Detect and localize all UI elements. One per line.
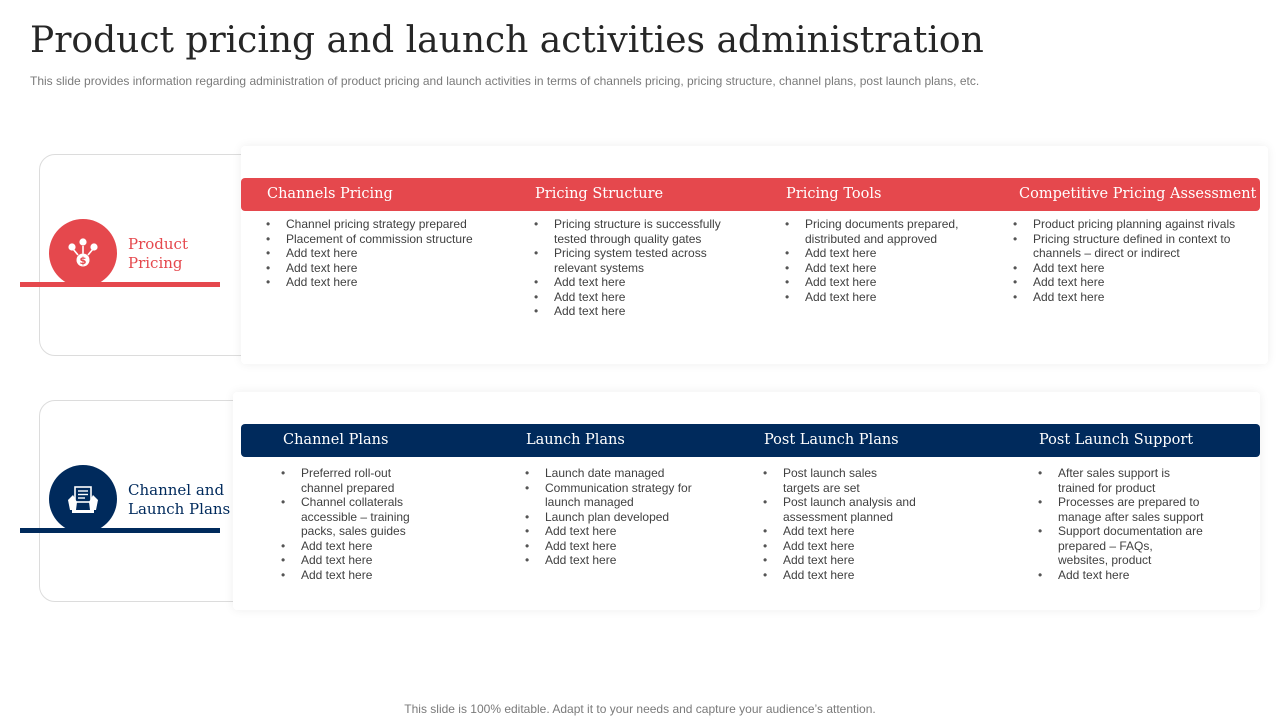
bullet-line: • Product pricing planning against rivals [1033, 217, 1236, 231]
bullet-line: tested through quality gates [554, 231, 702, 246]
bullet-item [266, 246, 516, 261]
bullet-item [525, 553, 745, 568]
bullet-item [281, 495, 481, 539]
bullet-line: • Add text here [286, 246, 358, 260]
bullet-item [1013, 275, 1258, 290]
bullet-item [266, 232, 516, 247]
bullet-item [785, 246, 1005, 261]
bullet-item [1013, 232, 1258, 261]
section-icon-circle-launch [49, 465, 117, 533]
bullet-item [785, 217, 1005, 246]
section-label-line: Product [128, 235, 188, 253]
bullet-list [266, 217, 516, 290]
bullet-item [1013, 217, 1258, 232]
bullet-item [1013, 261, 1258, 276]
bullet-line: packs, sales guides [301, 524, 406, 538]
column-heading: Pricing Tools [786, 186, 882, 202]
bullet-list [763, 466, 983, 582]
section-underline-launch [20, 528, 220, 533]
bullet-item [534, 275, 774, 290]
bullet-line: • Add text here [301, 553, 373, 567]
bullet-item [1013, 290, 1258, 305]
bullet-line: • Add text here [1033, 260, 1105, 275]
bullet-item [1038, 495, 1258, 524]
bullet-line: • Channel collaterals [301, 495, 404, 509]
bullet-line: • Launch date managed [545, 466, 665, 480]
page-subtitle: This slide provides information regarding administration of product pricing and launch activities in terms of channels pricing, pricing structure, channel plans, post launch plans, etc. [30, 74, 980, 88]
column-heading: Launch Plans [526, 432, 625, 448]
bullet-item [763, 524, 983, 539]
section-underline-pricing [20, 282, 220, 287]
bullet-item [534, 217, 774, 246]
bullet-line: • Add text here [783, 524, 855, 538]
bullet-item [1038, 524, 1258, 568]
bullet-line: • Channel pricing strategy prepared [286, 217, 467, 231]
bullet-item [1038, 466, 1258, 495]
bullet-line: • Pricing structure is successfully [554, 217, 721, 231]
column-heading: Channels Pricing [267, 186, 393, 202]
bullet-line: • After sales support is [1058, 466, 1171, 480]
bullet-line: • Processes are prepared to [1058, 495, 1200, 509]
bullet-line: • Support documentation are [1058, 524, 1203, 538]
bullet-item [525, 510, 745, 525]
launch-plans-icon [64, 480, 102, 518]
bullet-line: • Add text here [554, 289, 626, 304]
section-icon-circle-pricing [49, 219, 117, 287]
bullet-item [785, 275, 1005, 290]
section-label-pricing [128, 235, 188, 273]
bullet-item [525, 539, 745, 554]
bullet-list [785, 217, 1005, 304]
bullet-line: channels – direct or indirect [1033, 246, 1180, 260]
bullet-line: • Add text here [554, 275, 626, 289]
bullet-line: • Launch plan developed [545, 509, 670, 524]
bullet-item [763, 466, 983, 495]
bullet-line: • Communication strategy for [545, 480, 692, 495]
bullet-line: • Add text here [554, 304, 626, 318]
bullet-item [525, 481, 745, 510]
section-label-line: Channel and [128, 481, 225, 499]
bullet-line: • Add text here [545, 524, 617, 538]
bullet-list [1038, 466, 1258, 582]
column-heading: Channel Plans [283, 432, 389, 448]
pricing-icon [64, 234, 102, 272]
bullet-line: • Add text here [286, 275, 358, 289]
bullet-line: • Preferred roll-out [301, 466, 392, 480]
column-heading: Post Launch Support [1039, 432, 1194, 448]
bullet-line: • Add text here [301, 538, 373, 553]
bullet-line: • Post launch analysis and [783, 495, 916, 509]
bullet-line: accessible – training [301, 509, 410, 524]
bullet-item [763, 568, 983, 583]
bullet-list [534, 217, 774, 319]
bullet-item [281, 553, 481, 568]
bullet-line: manage after sales support [1058, 509, 1204, 524]
bullet-line: • Pricing documents prepared, [805, 217, 959, 231]
bullet-line: distributed and approved [805, 231, 938, 246]
bullet-item [266, 275, 516, 290]
bullet-item [534, 290, 774, 305]
bullet-item [281, 568, 481, 583]
bullet-line: • Add text here [301, 567, 373, 582]
bullet-item [281, 466, 481, 495]
bullet-item [525, 466, 745, 481]
bullet-item [763, 553, 983, 568]
bullet-list [525, 466, 745, 568]
bullet-line: • Post launch sales [783, 466, 878, 480]
bullet-line: • Add text here [783, 538, 855, 553]
bullet-line: • Add text here [783, 567, 855, 582]
bullet-line: launch managed [545, 495, 634, 509]
bullet-line: • Add text here [286, 260, 358, 275]
column-heading: Competitive Pricing Assessment [1019, 186, 1257, 202]
bullet-item [266, 261, 516, 276]
bullet-line: websites, product [1058, 553, 1152, 567]
bullet-item [534, 304, 774, 319]
bullet-item [785, 261, 1005, 276]
section-label-line: Pricing [128, 254, 183, 272]
bullet-line: prepared – FAQs, [1058, 538, 1153, 553]
bullet-line: • Add text here [545, 553, 617, 567]
bullet-list [281, 466, 481, 582]
bullet-line: channel prepared [301, 480, 395, 495]
bullet-line: targets are set [783, 480, 860, 495]
bullet-list [1013, 217, 1258, 304]
bullet-line: • Add text here [545, 538, 617, 553]
footer-note: This slide is 100% editable. Adapt it to your needs and capture your audience’s attention. [404, 702, 876, 716]
bullet-line: • Pricing system tested across [554, 246, 707, 260]
bullet-line: • Add text here [1033, 275, 1105, 289]
bullet-line: • Placement of commission structure [286, 231, 473, 246]
bullet-item [763, 495, 983, 524]
svg-text:$: $ [79, 256, 87, 267]
bullet-item [281, 539, 481, 554]
bullet-item [525, 524, 745, 539]
column-heading: Pricing Structure [535, 186, 664, 202]
section-label-launch [128, 481, 230, 519]
bullet-line: assessment planned [783, 509, 894, 524]
column-heading: Post Launch Plans [764, 432, 899, 448]
bullet-item [785, 290, 1005, 305]
bullet-line: • Add text here [1058, 567, 1130, 582]
bullet-line: • Pricing structure defined in context to [1033, 231, 1231, 246]
bullet-item [534, 246, 774, 275]
bullet-item [266, 217, 516, 232]
bullet-line: trained for product [1058, 480, 1156, 495]
bullet-line: • Add text here [805, 260, 877, 275]
bullet-item [763, 539, 983, 554]
section-label-line: Launch Plans [128, 500, 231, 518]
bullet-item [1038, 568, 1258, 583]
page-title: Product pricing and launch activities administration [30, 20, 984, 61]
bullet-line: • Add text here [1033, 289, 1105, 304]
bullet-line: • Add text here [805, 289, 877, 304]
bullet-line: • Add text here [805, 246, 877, 260]
bullet-line: • Add text here [783, 553, 855, 567]
bullet-line: • Add text here [805, 275, 877, 289]
bullet-line: relevant systems [554, 260, 645, 275]
